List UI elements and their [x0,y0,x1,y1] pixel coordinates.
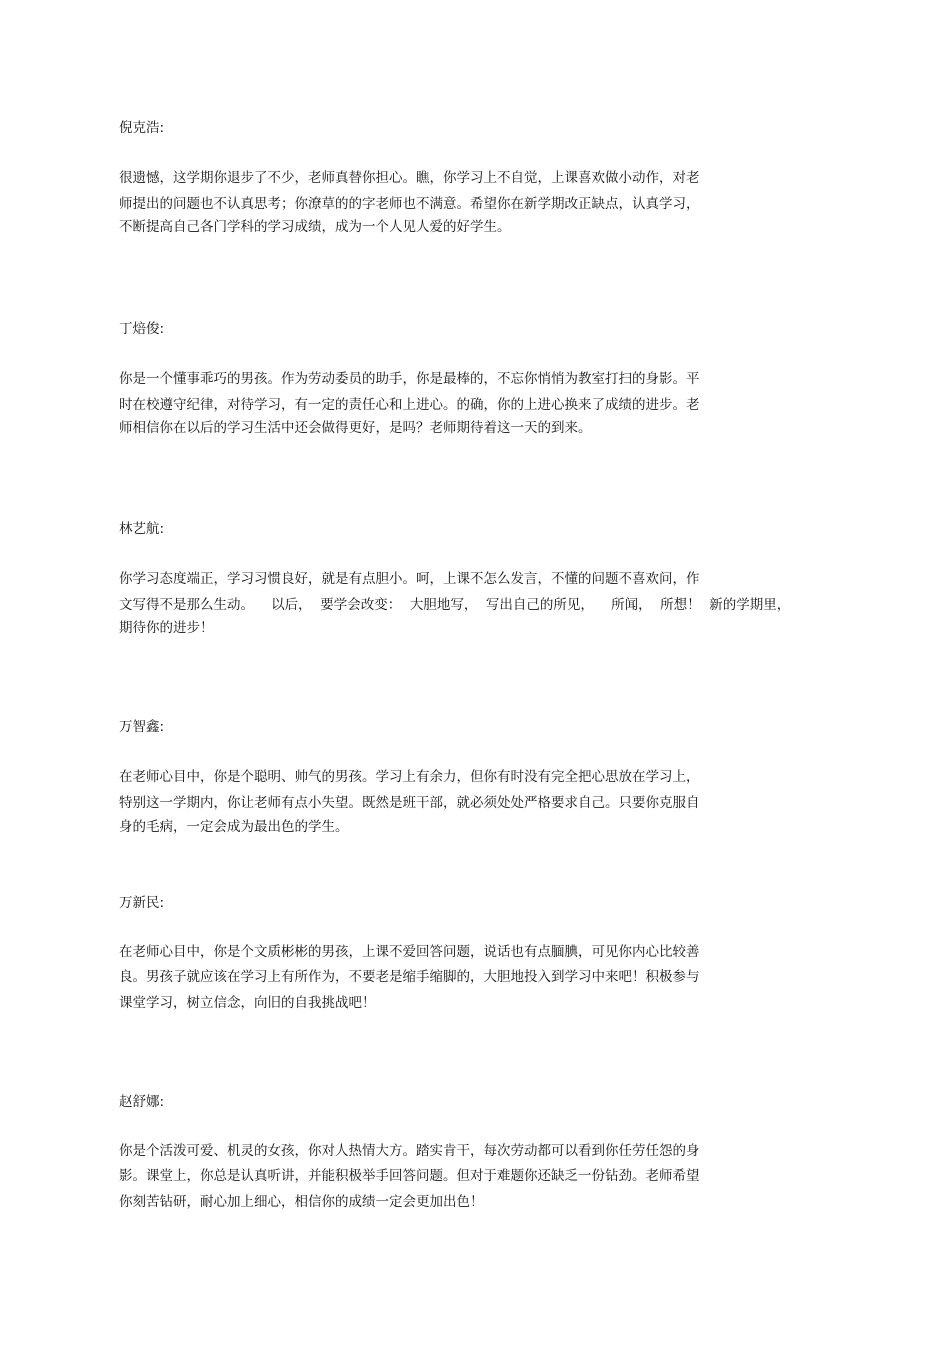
student-name: 倪克浩: [119,120,165,136]
comment-line: 良。男孩子就应该在学习上有所作为，不要老是缩手缩脚的，大胆地投入到学习中来吧！积极参与 [119,969,700,985]
comment-line: 你是个活泼可爱、机灵的女孩，你对人热情大方。踏实肯干，每次劳动都可以看到你任劳任怨的身 [119,1143,700,1159]
student-name: 万新民: [119,895,165,911]
comment-line: 影。课堂上，你总是认真听讲，并能积极举手回答问题。但对于难题你还缺乏一份钻劲。老师希望 [119,1168,700,1184]
comment-line: 你是一个懂事乖巧的男孩。作为劳动委员的助手，你是最棒的，不忘你悄悄为教室打扫的身影。平 [119,371,700,387]
comment-line: 期待你的进步！ [119,620,214,636]
comment-line: 你学习态度端正，学习习惯良好，就是有点胆小。呵，上课不怎么发言，不懂的问题不喜欢问，作 [119,571,700,587]
comment-line: 师相信你在以后的学习生活中还会做得更好，是吗？老师期待着这一天的到来。 [119,420,592,436]
comment-line: 在老师心目中，你是个文质彬彬的男孩，上课不爱回答问题，说话也有点腼腆，可见你内心比较善 [119,944,700,960]
comment-line: 师提出的问题也不认真思考；你潦草的的字老师也不满意。希望你在新学期改正缺点，认真学习， [119,196,700,212]
comment-line: 很遗憾，这学期你退步了不少，老师真替你担心。瞧，你学习上不自觉，上课喜欢做小动作，对老 [119,170,700,186]
comment-line: 在老师心目中，你是个聪明、帅气的男孩。学习上有余力，但你有时没有完全把心思放在学习上， [119,769,700,785]
comment-line: 时在校遵守纪律，对待学习，有一定的责任心和上进心。的确，你的上进心换来了成绩的进步。老 [119,397,700,413]
comment-line: 文写得不是那么生动。 以后， 要学会改变： 大胆地写， 写出自己的所见， 所闻， 所想！ 新的学期里， [119,597,791,613]
comment-line: 不断提高自己各门学科的学习成绩，成为一个人见人爱的好学生。 [119,219,511,235]
student-name: 赵舒娜: [119,1094,165,1110]
comment-line: 你刻苦钻研，耐心加上细心，相信你的成绩一定会更加出色！ [119,1194,484,1210]
student-name: 丁焙俊: [119,321,165,337]
student-name: 林艺航: [119,521,165,537]
comment-line: 特别这一学期内，你让老师有点小失望。既然是班干部，就必须处处严格要求自己。只要你克服自 [119,795,700,811]
student-name: 万智鑫: [119,719,165,735]
comment-line: 身的毛病，一定会成为最出色的学生。 [119,819,349,835]
comment-line: 课堂学习，树立信念，向旧的自我挑战吧！ [119,995,376,1011]
